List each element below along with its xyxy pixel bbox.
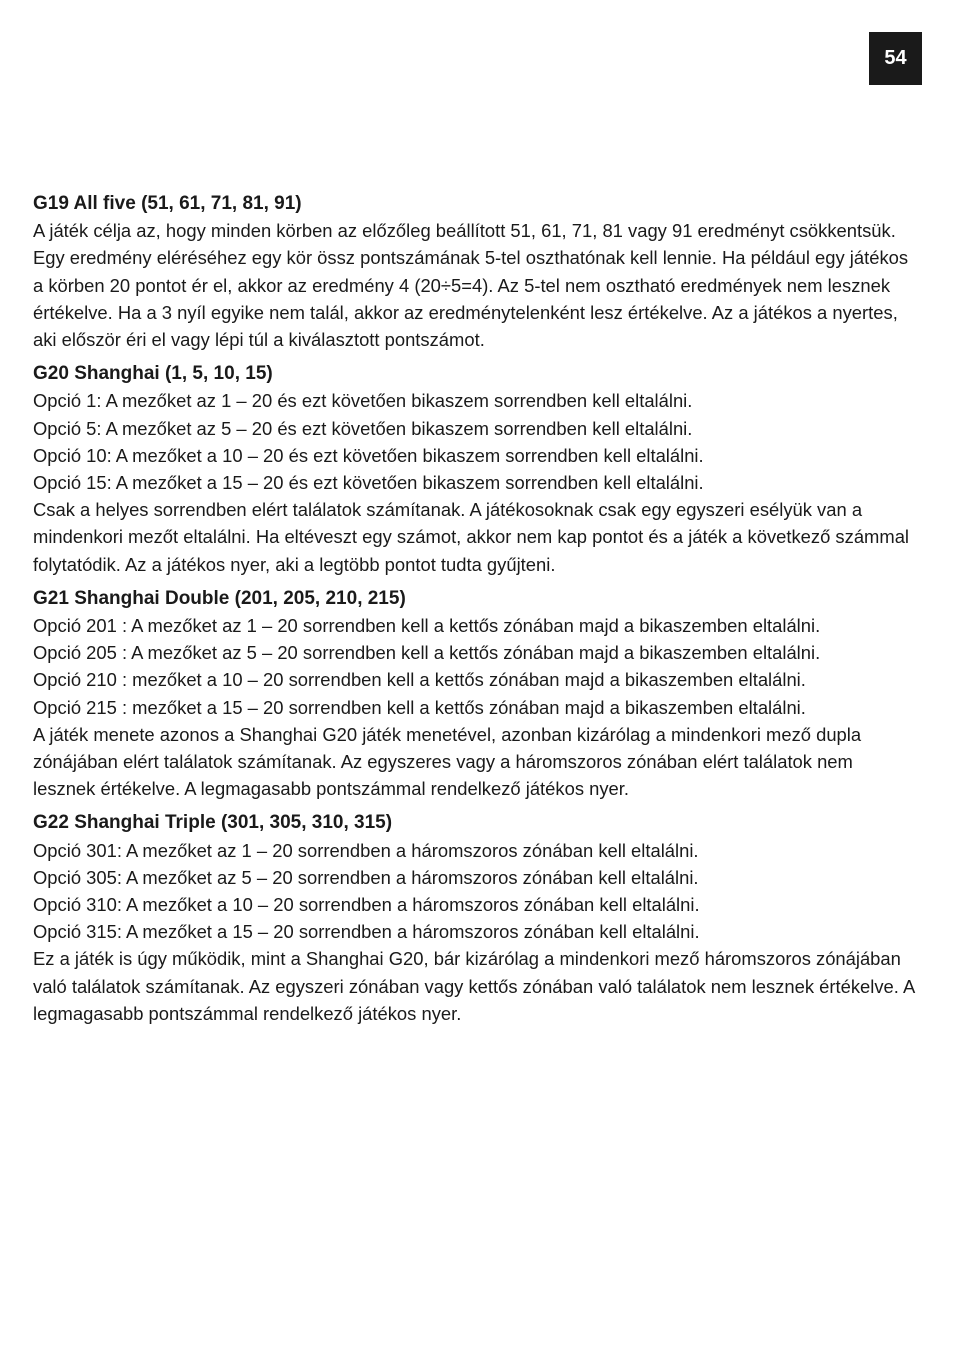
page-number: 54 xyxy=(869,32,922,85)
option-line: Opció 210 : mezőket a 10 – 20 sorrendben kell a kettős zónában majd a bikaszemben eltalálni. xyxy=(33,669,806,691)
section-heading: G19 All five (51, 61, 71, 81, 91) xyxy=(33,193,302,214)
option-line: Opció 10: A mezőket a 10 – 20 és ezt követően bikaszem sorrendben kell eltalálni. xyxy=(33,444,704,466)
option-line: Opció 301: A mezőket az 1 – 20 sorrendben a háromszoros zónában kell eltalálni. xyxy=(33,839,699,861)
option-line: Opció 201 : A mezőket az 1 – 20 sorrendben kell a kettős zónában majd a bikaszemben eltalálni. xyxy=(33,615,821,637)
option-line: Opció 305: A mezőket az 5 – 20 sorrendben a háromszoros zónában kell eltalálni. xyxy=(33,866,699,888)
option-line: Opció 215 : mezőket a 15 – 20 sorrendben kell a kettős zónában majd a bikaszemben eltalálni. xyxy=(33,696,806,718)
section-heading: G22 Shanghai Triple (301, 305, 310, 315) xyxy=(33,812,393,834)
section-text: Csak a helyes sorrendben elért találatok számítanak. A játékosoknak csak egy egyszeri esélyük van a mindenkori mezőt eltalálni. Ha eltéveszt egy számot, akkor nem kap pontot és a játék a következő számmal folytatódik. Az a játékos nyer, aki a legtöbb pontot tudta gyűjteni. xyxy=(33,499,910,575)
section-g20 xyxy=(33,360,917,578)
section-text: Ez a játék is úgy működik, mint a Shanghai G20, bár kizárólag a mindenkori mező háromszoros zónájában való találatok számítanak. Az egyszeri zónában vagy kettős zónában való találatok nem lesznek értékelve. A legmagasabb pontszámmal rendelkező játékos nyer. xyxy=(33,948,915,1024)
document-body xyxy=(33,190,917,1034)
section-text: A játék célja az, hogy minden körben az előzőleg beállított 51, 61, 71, 81 vagy 91 eredményt csökkentsük. Egy eredmény eléréséhez egy kör össz pontszámának 5-tel oszthatónak kell lennie. Ha például egy játékos a körben 20 pontot ér el, akkor az eredmény 4 (20÷5=4). Az 5-tel nem osztható eredmények nem lesznek értékelve. Ha a 3 nyíl egyike nem talál, akkor az eredménytelenként lesz értékelve. Az a játékos a nyertes, aki először éri el vagy lépi túl a kiválasztott pontszámot. xyxy=(33,220,909,351)
option-line: Opció 310: A mezőket a 10 – 20 sorrendben a háromszoros zónában kell eltalálni. xyxy=(33,894,700,916)
section-heading: G20 Shanghai (1, 5, 10, 15) xyxy=(33,363,273,385)
option-line: Opció 315: A mezőket a 15 – 20 sorrendben a háromszoros zónában kell eltalálni. xyxy=(33,921,700,943)
option-line: Opció 1: A mezőket az 1 – 20 és ezt követően bikaszem sorrendben kell eltalálni. xyxy=(33,390,693,412)
section-g19 xyxy=(33,190,917,353)
option-line: Opció 205 : A mezőket az 5 – 20 sorrendben kell a kettős zónában majd a bikaszemben eltalálni. xyxy=(33,642,821,664)
option-line: Opció 15: A mezőket a 15 – 20 és ezt követően bikaszem sorrendben kell eltalálni. xyxy=(33,472,704,494)
section-g22 xyxy=(33,809,917,1027)
section-text: A játék menete azonos a Shanghai G20 játék menetével, azonban kizárólag a mindenkori mező dupla zónájában elért találatok számítanak. Az egyszeres vagy a háromszoros zónában elért találatok nem lesznek értékelve. A legmagasabb pontszámmal rendelkező játékos nyer. xyxy=(33,723,862,800)
section-g21 xyxy=(33,585,917,803)
section-heading: G21 Shanghai Double (201, 205, 210, 215) xyxy=(33,587,406,609)
option-line: Opció 5: A mezőket az 5 – 20 és ezt követően bikaszem sorrendben kell eltalálni. xyxy=(33,417,693,439)
